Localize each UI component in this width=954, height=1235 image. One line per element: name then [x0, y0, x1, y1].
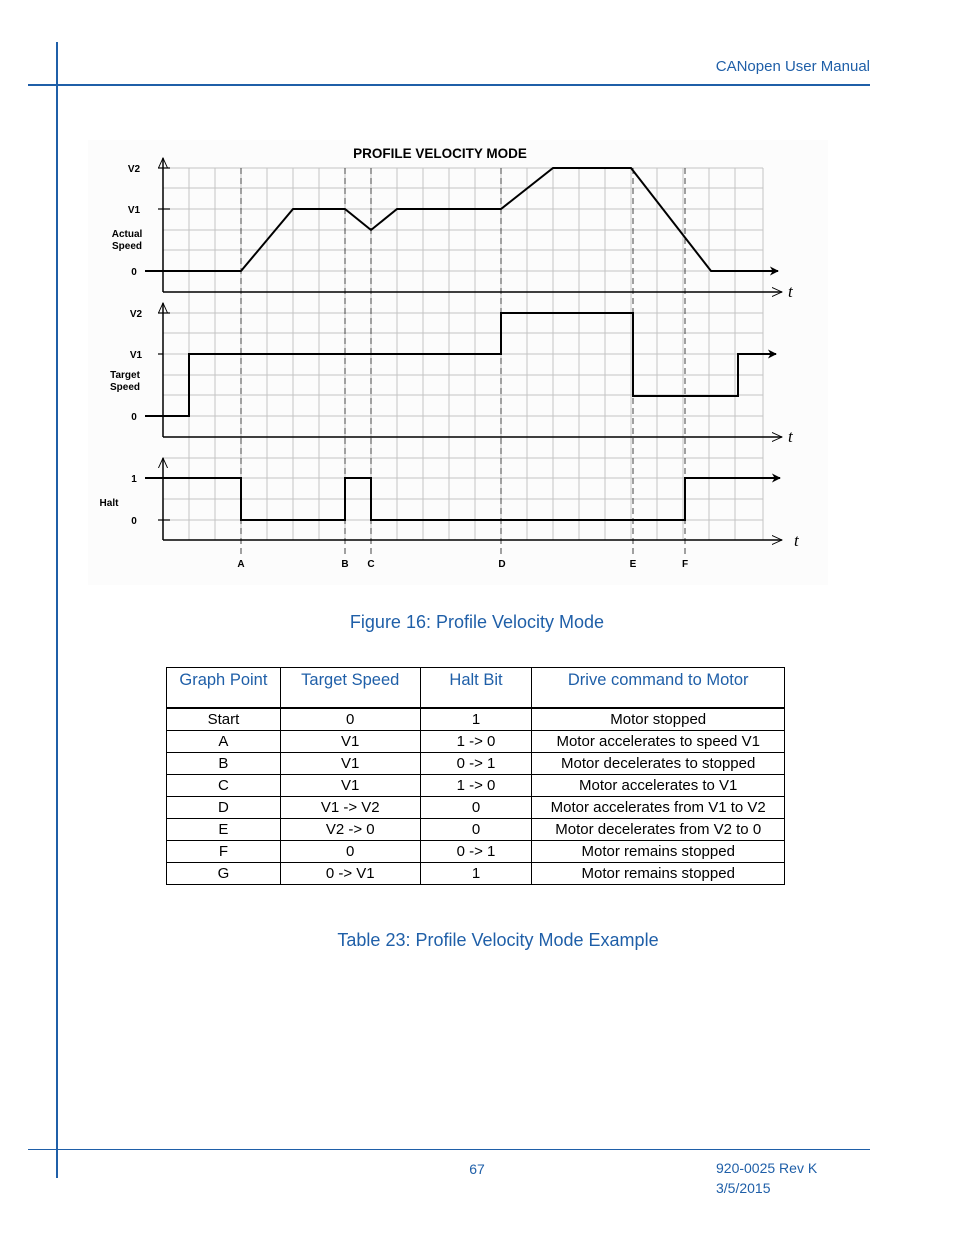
cell-target-speed: V1 [280, 731, 420, 753]
halt-one-tick: 1 [131, 474, 137, 485]
point-markers [237, 559, 688, 570]
marker-f: F [681, 559, 689, 570]
timing-diagram [88, 140, 828, 585]
marker-d: D [498, 559, 506, 570]
cell-graph-point: G [167, 863, 281, 885]
table-row [167, 753, 785, 775]
cell-drive-command: Motor remains stopped [532, 863, 785, 885]
cell-graph-point: F [167, 841, 281, 863]
table-row [167, 863, 785, 885]
cell-target-speed: 0 -> V1 [280, 863, 420, 885]
cell-target-speed: 0 [280, 841, 420, 863]
footer-rule [28, 1149, 870, 1150]
time-symbols [788, 282, 800, 550]
table-row [167, 775, 785, 797]
actual-v1-tick: V1 [127, 205, 141, 216]
cell-drive-command: Motor accelerates from V1 to V2 [532, 797, 785, 819]
marker-b: B [341, 559, 349, 570]
page-number: 67 [469, 1161, 485, 1177]
col-header-halt-bit: Halt Bit [420, 668, 532, 709]
cell-target-speed: 0 [280, 708, 420, 731]
cell-halt-bit: 1 [420, 708, 532, 731]
cell-graph-point: E [167, 819, 281, 841]
time-symbol-3: t [794, 531, 799, 550]
time-symbol-1: t [788, 282, 793, 301]
target-v1-tick: V1 [129, 350, 143, 361]
cell-drive-command: Motor remains stopped [532, 841, 785, 863]
actual-zero-tick: 0 [131, 267, 137, 278]
axes [163, 158, 782, 540]
col-header-target-speed: Target Speed [280, 668, 420, 709]
cell-halt-bit: 1 -> 0 [420, 775, 532, 797]
cell-drive-command: Motor accelerates to speed V1 [532, 731, 785, 753]
target-speed-trace [145, 313, 776, 416]
halt-label: Halt [99, 498, 119, 509]
cell-drive-command: Motor decelerates from V2 to 0 [532, 819, 785, 841]
table-row [167, 841, 785, 863]
target-speed-label-2: Speed [109, 382, 141, 393]
profile-velocity-table [166, 667, 785, 885]
figure-caption: Figure 16: Profile Velocity Mode [349, 612, 605, 632]
halt-zero-tick: 0 [131, 516, 137, 527]
time-symbol-2: t [788, 427, 793, 446]
target-v2-tick: V2 [129, 309, 143, 320]
doc-number: 920-0025 Rev K [716, 1160, 818, 1176]
table-row [167, 819, 785, 841]
header-rule [28, 84, 870, 86]
cell-graph-point: D [167, 797, 281, 819]
cell-halt-bit: 1 -> 0 [420, 731, 532, 753]
marker-a: A [237, 559, 245, 570]
cell-halt-bit: 0 [420, 819, 532, 841]
cell-graph-point: Start [167, 708, 281, 731]
document-id [716, 1158, 817, 1198]
cell-target-speed: V1 [280, 753, 420, 775]
running-header: CANopen User Manual [715, 58, 870, 75]
actual-v2-tick: V2 [127, 164, 141, 175]
cell-drive-command: Motor stopped [532, 708, 785, 731]
cell-halt-bit: 0 [420, 797, 532, 819]
table-row [167, 797, 785, 819]
cell-drive-command: Motor decelerates to stopped [532, 753, 785, 775]
table-header-row [167, 668, 785, 709]
table-row [167, 708, 785, 731]
target-zero-tick: 0 [131, 412, 137, 423]
actual-speed-label-1: Actual [111, 229, 143, 240]
table-caption: Table 23: Profile Velocity Mode Example [337, 930, 659, 950]
cell-halt-bit: 0 -> 1 [420, 841, 532, 863]
marker-e: E [629, 559, 637, 570]
axis-labels [100, 164, 143, 527]
left-margin-rule [56, 42, 58, 1178]
col-header-drive-command: Drive command to Motor [532, 668, 785, 709]
actual-speed-label-2: Speed [111, 241, 143, 252]
cell-halt-bit: 0 -> 1 [420, 753, 532, 775]
doc-date: 3/5/2015 [716, 1180, 771, 1196]
cell-drive-command: Motor accelerates to V1 [532, 775, 785, 797]
profile-velocity-figure [88, 140, 828, 585]
cell-graph-point: B [167, 753, 281, 775]
target-speed-label-1: Target [110, 370, 140, 381]
cell-graph-point: A [167, 731, 281, 753]
cell-target-speed: V2 -> 0 [280, 819, 420, 841]
marker-c: C [367, 559, 375, 570]
figure-title: PROFILE VELOCITY MODE [353, 146, 527, 161]
col-header-graph-point: Graph Point [167, 668, 281, 709]
cell-halt-bit: 1 [420, 863, 532, 885]
cell-target-speed: V1 [280, 775, 420, 797]
tick-marks [158, 168, 170, 520]
cell-graph-point: C [167, 775, 281, 797]
cell-target-speed: V1 -> V2 [280, 797, 420, 819]
table-row [167, 731, 785, 753]
